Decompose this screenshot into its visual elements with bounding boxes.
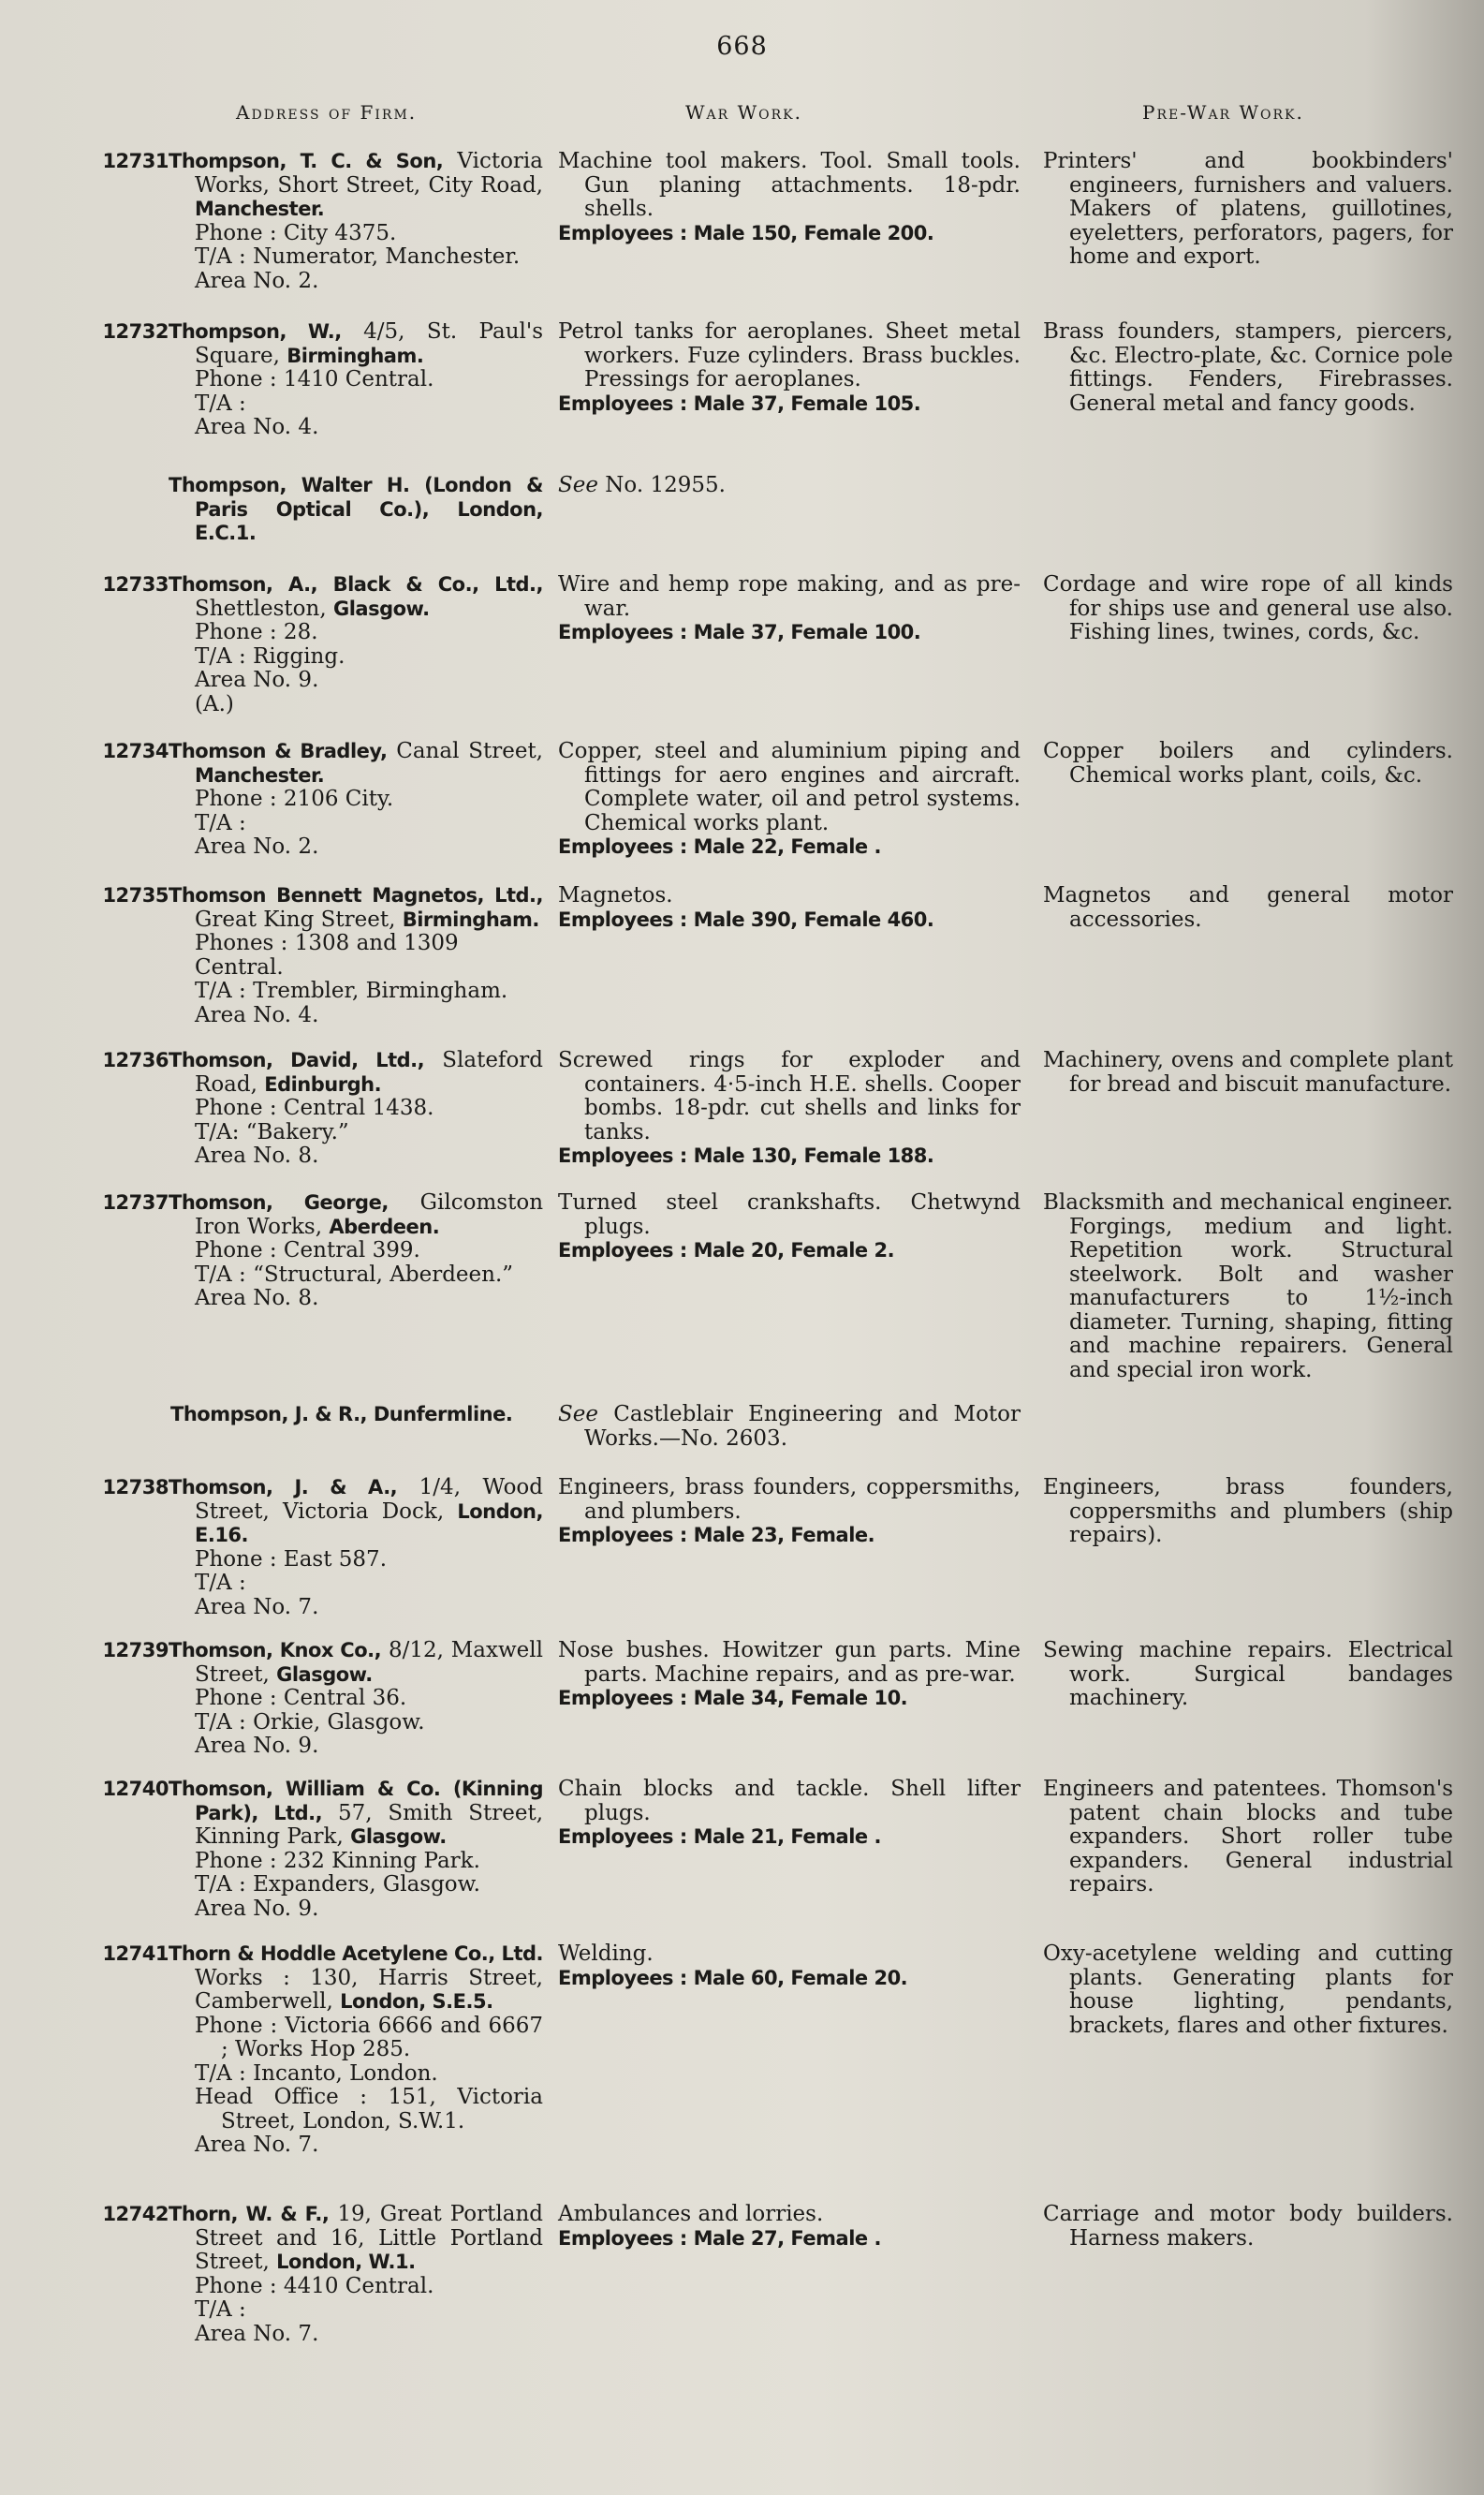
firm-address-block [169,573,543,716]
firm-phone: Phone : Central 399. [195,1238,420,1262]
firm-city: Manchester. [195,198,325,220]
firm-telegraphic-address: T/A : Rigging. [195,643,345,669]
employees-count: Employees : Male 60, Female 20. [558,1966,908,1989]
firm-head-office: Head Office : 151, Victoria Street, London, S.W.1. [195,2085,543,2133]
firm-name: Thompson, T. C. & Son, [169,150,444,172]
firm-telegraphic-address: T/A : Incanto, London. [195,2060,438,2086]
war-work-cell [558,1778,1021,1850]
entry-number: 12733 [102,573,169,596]
see-label: See [558,1402,598,1426]
entry-number: 12741 [102,1942,169,1965]
firm-address-block [169,474,543,546]
entry-number: 12736 [102,1049,169,1071]
firm-telegraphic-address: T/A : [195,1571,246,1595]
firm-area: Area No. 2. [195,268,319,293]
pre-war-work-text: Cordage and wire rope of all kinds for ships use and general use also. Fishing lines, twines, cords, &c. [1043,572,1453,644]
firm-telegraphic-address: T/A : Trembler, Birmingham. [195,979,508,1003]
entry-number: 12732 [102,320,169,343]
war-work-cell [558,1403,1021,1451]
firm-address-block [169,740,543,860]
firm-name: Thompson, J. & R., Dunfermline. [170,1403,513,1425]
firm-phone: Phone : 4410 Central. [195,2273,434,2298]
firm-area: Area No. 4. [195,415,319,439]
firm-telegraphic-address: T/A : [195,2297,246,2322]
firm-phone: Phone : 1410 Central. [195,367,434,391]
war-work-text: Wire and hemp rope making, and as pre-war. [558,572,1021,621]
firm-area: Area No. 9. [195,668,319,692]
pre-war-work-text: Magnetos and general motor accessories. [1043,883,1453,932]
firm-address-block [169,2203,543,2346]
column-header-address: Address of Firm. [236,101,418,124]
employees-count: Employees : Male 150, Female 200. [558,221,934,244]
war-work-text: Machine tool makers. Tool. Small tools. Gun planing attachments. 18-pdr. shells. [558,149,1021,221]
firm-area: Area No. 7. [195,2133,319,2157]
firm-area: Area No. 9. [195,1734,319,1758]
employees-count: Employees : Male 22, Female . [558,835,881,858]
war-work-cell [558,2203,1021,2251]
firm-city: Glasgow. [276,1662,373,1686]
firm-address-block [169,1191,543,1311]
war-work-text: Chain blocks and tackle. Shell lifter plugs. [558,1777,1021,1825]
firm-city: Aberdeen. [329,1215,440,1238]
war-work-cell [558,1942,1021,1990]
entry-number: 12740 [102,1778,169,1800]
pre-war-work-text: Carriage and motor body builders. Harness makers. [1043,2202,1453,2251]
see-reference: Castleblair Engineering and Motor Works.—No. 2603. [584,1402,1021,1451]
war-work-text: Turned steel crankshafts. Chetwynd plugs. [558,1190,1021,1239]
firm-name: Thomson, Knox Co., [169,1639,382,1661]
pre-war-work-text: Printers' and bookbinders' engineers, furnishers and valuers. Makers of platens, guillotines, eyeletters, perforators, pagers, for home and export. [1043,149,1453,269]
firm-name: Thomson, William & Co. (Kinning Park), Ltd., [169,1778,543,1824]
firm-name: Thompson, Walter H. (London & Paris Optical Co.), London, E.C.1. [169,474,543,544]
firm-address-block [169,1403,543,1427]
employees-count: Employees : Male 130, Female 188. [558,1144,934,1167]
war-work-cell [558,474,1021,498]
firm-name: Thomson, A., Black & Co., Ltd., [169,573,543,596]
firm-address: Victoria Works, Short Street, City Road, [195,149,543,198]
firm-address-block [169,884,543,1027]
pre-war-work-text: Engineers, brass founders, coppersmiths and plumbers (ship repairs). [1043,1475,1453,1547]
firm-address-block [169,1639,543,1759]
war-work-cell [558,1476,1021,1548]
war-work-text: Petrol tanks for aeroplanes. Sheet metal workers. Fuze cylinders. Brass buckles. Pressings for aeroplanes. [558,319,1021,391]
employees-count: Employees : Male 23, Female. [558,1524,875,1546]
firm-city: London, E.16. [195,1499,543,1546]
firm-telegraphic-address: T/A : “Structural, Aberdeen.” [195,1262,514,1287]
firm-telegraphic-address: T/A : Numerator, Manchester. [195,244,521,269]
firm-address-block [169,1476,543,1619]
entry-number: 12731 [102,150,169,172]
firm-area: Area No. 4. [195,1002,319,1027]
firm-phone: Phone : Central 36. [195,1686,407,1710]
war-work-text: Ambulances and lorries. [558,2202,824,2226]
pre-war-work-text: Copper boilers and cylinders. Chemical works plant, coils, &c. [1043,739,1453,788]
column-header-war-work: War Work. [685,101,802,124]
firm-address-block [169,320,543,440]
firm-phone: Phone : Victoria 6666 and 6667 ; Works Hop 285. [195,2013,543,2061]
firm-city: London, W.1. [276,2251,416,2273]
firm-phone: Phone : Central 1438. [195,1096,434,1120]
firm-area: Area No. 9. [195,1896,319,1921]
firm-area: Area No. 7. [195,1594,319,1619]
firm-address: Shettleston, [195,596,333,621]
firm-address-block [169,1942,543,2158]
employees-count: Employees : Male 37, Female 100. [558,621,921,643]
war-work-text: Welding. [558,1941,654,1966]
firm-city: Glasgow. [332,597,430,620]
firm-address: 57, Smith Street, Kinning Park, [195,1800,544,1849]
entry-number: 12738 [102,1476,169,1498]
firm-city: London, S.E.5. [340,1990,493,2013]
firm-address-block [169,1049,543,1169]
war-work-cell [558,1639,1021,1711]
pre-war-work-text: Blacksmith and mechanical engineer. Forgings, medium and light. Repetition work. Structural steelwork. Bolt and washer manufacturers to 1½-inch diameter. Turning, shaping, fitting and machine repairers. General and special iron work. [1043,1190,1453,1382]
firm-phone: Phone : City 4375. [195,220,397,245]
firm-city: Manchester. [195,763,325,787]
employees-count: Employees : Male 34, Female 10. [558,1687,908,1709]
firm-name: Thomson, George, [169,1191,389,1214]
firm-city: Birmingham. [402,908,539,931]
firm-phone: Phone : 2106 City. [195,787,394,811]
firm-address: 1/4, Wood Street, Victoria Dock, [195,1475,543,1524]
war-work-cell [558,573,1021,645]
war-work-cell [558,150,1021,245]
firm-telegraphic-address: T/A : [195,391,246,416]
firm-telegraphic-address: T/A : Expanders, Glasgow. [195,1872,480,1897]
war-work-cell [558,1191,1021,1263]
entry-number: 12742 [102,2203,169,2225]
firm-name: Thomson, J. & A., [169,1476,398,1498]
see-label: See [558,473,598,497]
firm-phone: Phone : East 587. [195,1546,388,1572]
war-work-text: Copper, steel and aluminium piping and fittings for aero engines and aircraft. Complete water, oil and petrol systems. Chemical works plant. [558,739,1021,835]
firm-area: Area No. 7. [195,2321,319,2346]
firm-name: Thomson Bennett Magnetos, Ltd., [169,884,543,907]
pre-war-work-text: Brass founders, stampers, piercers, &c. Electro-plate, &c. Cornice pole fittings. Fenders, Firebrasses. General metal and fancy goods. [1043,319,1453,416]
firm-city: Edinburgh. [264,1072,382,1096]
firm-address: 4/5, St. Paul's Square, [195,319,543,368]
firm-phone: Phones : 1308 and 1309 Central. [195,931,459,980]
pre-war-work-text: Engineers and patentees. Thomson's patent chain blocks and tube expanders. Short roller tube expanders. General industrial repairs. [1043,1777,1453,1897]
firm-telegraphic-address: T/A : [195,810,246,835]
entry-number: 12739 [102,1639,169,1661]
pre-war-work-text: Oxy-acetylene welding and cutting plants. Generating plants for house lighting, pendants, brackets, flares and other fixtures. [1043,1941,1453,2038]
firm-name: Thorn, W. & F., [169,2203,330,2225]
firm-name: Thorn & Hoddle Acetylene Co., Ltd. [169,1942,543,1965]
firm-address: Works : 130, Harris Street, Camberwell, [195,1965,543,2014]
firm-address: Slateford Road, [195,1048,544,1097]
employees-count: Employees : Male 20, Female 2. [558,1239,895,1262]
war-work-cell [558,1049,1021,1169]
firm-name: Thompson, W., [169,320,342,343]
entry-number: 12734 [102,740,169,762]
firm-area: Area No. 2. [195,834,319,859]
see-reference: No. 12955. [605,473,726,497]
firm-address-block [169,1778,543,1921]
war-work-text: Engineers, brass founders, coppersmiths, and plumbers. [558,1475,1021,1524]
firm-area: Area No. 8. [195,1286,319,1310]
war-work-cell [558,740,1021,860]
firm-address: 19, Great Portland Street and 16, Little Portland Street, [195,2202,543,2274]
firm-telegraphic-address: T/A : Orkie, Glasgow. [195,1709,425,1735]
employees-count: Employees : Male 37, Female 105. [558,391,921,415]
firm-name: Thomson & Bradley, [169,740,388,762]
entry-number: 12737 [102,1191,169,1214]
firm-telegraphic-address: T/A: “Bakery.” [195,1119,349,1144]
firm-address: Gilcomston Iron Works, [195,1190,544,1239]
war-work-cell [558,884,1021,932]
firm-address-block [169,150,543,293]
firm-address: Canal Street, [396,739,543,763]
employees-count: Employees : Male 21, Female . [558,1825,881,1848]
war-work-text: Magnetos. [558,883,673,908]
pre-war-work-text: Machinery, ovens and complete plant for bread and biscuit manufacture. [1043,1048,1453,1097]
firm-area: Area No. 8. [195,1144,319,1168]
war-work-cell [558,320,1021,416]
firm-city: Birmingham. [287,344,424,367]
column-header-pre-war-work: Pre-War Work. [1142,101,1304,124]
firm-address: Great King Street, [195,907,403,932]
employees-count: Employees : Male 27, Female . [558,2226,881,2250]
employees-count: Employees : Male 390, Female 460. [558,908,934,931]
entry-number: 12735 [102,884,169,907]
war-work-text: Nose bushes. Howitzer gun parts. Mine parts. Machine repairs, and as pre-war. [558,1638,1021,1687]
firm-note: (A.) [195,691,234,716]
page-number: 668 [716,32,768,61]
firm-phone: Phone : 28. [195,620,318,644]
firm-name: Thomson, David, Ltd., [169,1049,425,1071]
firm-city: Glasgow. [350,1825,447,1848]
pre-war-work-text: Sewing machine repairs. Electrical work. Surgical bandages machinery. [1043,1638,1453,1710]
war-work-text: Screwed rings for exploder and containers. 4·5-inch H.E. shells. Cooper bombs. 18-pdr. cut shells and links for tanks. [558,1048,1021,1144]
firm-address: 8/12, Maxwell Street, [195,1638,543,1687]
firm-phone: Phone : 232 Kinning Park. [195,1848,480,1873]
